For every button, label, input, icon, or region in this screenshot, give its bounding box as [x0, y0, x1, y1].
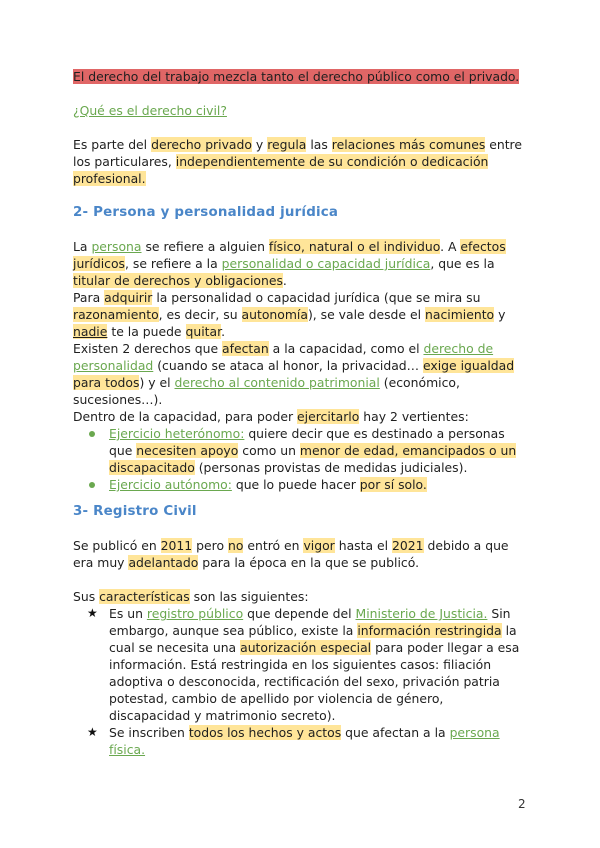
text-run: Es un [109, 606, 147, 621]
highlighted-text: regula [267, 137, 307, 152]
star-bullet-icon: ★ [87, 606, 98, 620]
highlighted-text: necesiten apoyo [136, 443, 239, 458]
text-run: hay 2 vertientes: [359, 409, 469, 424]
text-run: para la época en la que se publicó. [198, 555, 420, 570]
text-run: y [494, 307, 506, 322]
text-run: Es parte del [73, 137, 152, 152]
highlighted-text: ejercitarlo [297, 409, 360, 424]
text-link[interactable]: Ejercicio autónomo: [109, 477, 232, 492]
persona-paragraph-3 [73, 340, 525, 408]
text-link[interactable]: personalidad o capacidad jurídica [221, 256, 431, 271]
text-run: Sin embargo, aunque sea público, existe la [109, 606, 511, 638]
heading-registro: 3- Registro Civil [73, 504, 197, 519]
highlighted-text: independientemente de su condición o dedicación profesional. [73, 154, 489, 186]
text-run: a la capacidad, como el [268, 341, 424, 356]
text-run: que depende del [243, 606, 356, 621]
highlighted-text: nadie [73, 324, 108, 339]
highlighted-text: vigor [303, 538, 335, 553]
text-run: la cual se necesita una [109, 623, 517, 655]
star-bullet-icon: ★ [87, 725, 98, 739]
text-run: . [221, 324, 226, 339]
highlighted-text: por sí solo. [359, 477, 427, 492]
highlighted-text: físico, natural o el individuo [268, 239, 441, 254]
text-run: (personas provistas de medidas judiciales). [194, 460, 468, 475]
highlighted-text: relaciones más comunes [331, 137, 486, 152]
vertientes-list [73, 425, 525, 493]
text-run: las [306, 137, 332, 152]
highlighted-text: 2021 [392, 538, 424, 553]
persona-paragraph-1 [73, 238, 525, 289]
text-run: entre los particulares, [73, 137, 522, 169]
text-run: quiere decir que es destinado a personas que [109, 426, 505, 458]
text-link[interactable]: derecho de personalidad [73, 341, 494, 373]
text-link[interactable]: Ejercicio heterónomo: [109, 426, 245, 441]
question-civil-link[interactable]: ¿Qué es el derecho civil? [73, 103, 227, 118]
text-run: y [251, 137, 268, 152]
persona-paragraph-2 [73, 289, 525, 340]
caracteristicas-list [73, 605, 525, 758]
text-run: hasta el [334, 538, 393, 553]
text-run: , se refiere a la [125, 256, 222, 271]
text-run: Se publicó en [73, 538, 161, 553]
text-run: Existen 2 derechos que [73, 341, 223, 356]
persona-paragraph-4 [73, 408, 525, 425]
registro-paragraph-2 [73, 588, 525, 605]
highlighted-text: 2011 [160, 538, 193, 553]
highlighted-text: titular de derechos y obligaciones [73, 273, 283, 288]
intro-highlight: El derecho del trabajo mezcla tanto el derecho público como el privado. [73, 69, 520, 84]
intro-line [73, 68, 525, 85]
text-run: para poder llegar a esa información. Está restringida en los siguientes casos: filiación adoptiva o desconocida, rectificación del sexo, privación patria potestad, cambio de apellido por violencia de género, discapacidad y matrimonio secreto). [109, 640, 520, 723]
highlighted-text: exige igualdad para todos [73, 358, 515, 390]
highlighted-text: afectan [222, 341, 269, 356]
text-link[interactable]: derecho al contenido patrimonial [174, 375, 380, 390]
highlighted-text: no [227, 538, 244, 553]
list-item [73, 605, 525, 724]
text-run: entró en [243, 538, 304, 553]
text-run: son las siguientes: [189, 589, 309, 604]
document-page [73, 68, 525, 758]
highlighted-text: quitar [185, 324, 222, 339]
highlighted-text: efectos jurídicos [73, 239, 506, 271]
highlighted-text: nacimiento [425, 307, 495, 322]
text-run: que afectan a la [341, 725, 450, 740]
text-link[interactable]: persona física. [109, 725, 500, 757]
list-item [73, 724, 525, 758]
text-run: pero [192, 538, 228, 553]
text-run: La [73, 239, 92, 254]
bullet-dot-icon [89, 431, 95, 437]
text-run: , es decir, su [158, 307, 242, 322]
text-run: te la puede [107, 324, 186, 339]
text-run: la personalidad o capacidad jurídica (que se mira su [152, 290, 481, 305]
text-run: como un [238, 443, 300, 458]
text-run: Dentro de la capacidad, para poder [73, 409, 297, 424]
text-run: ), se vale desde el [307, 307, 425, 322]
list-item [73, 425, 525, 476]
text-run: . [282, 273, 287, 288]
page-number: 2 [518, 797, 526, 811]
heading-persona: 2- Persona y personalidad jurídica [73, 205, 339, 220]
highlighted-text: todos los hechos y actos [188, 725, 342, 740]
highlighted-text: derecho privado [151, 137, 252, 152]
highlighted-text: menor de edad, emancipados o un discapacitado [109, 443, 517, 475]
text-run: ) y el [139, 375, 175, 390]
text-run: Se inscriben [109, 725, 189, 740]
text-link[interactable]: registro público [146, 606, 244, 621]
list-item [73, 476, 525, 493]
highlighted-text: información restringida [357, 623, 502, 638]
text-run: debido a que era muy [73, 538, 509, 570]
text-run: que lo puede hacer [231, 477, 360, 492]
text-run: Sus [73, 589, 100, 604]
civil-definition [73, 136, 525, 187]
text-run: , que es la [430, 256, 495, 271]
text-run: (cuando se ataca al honor, la privacidad… [153, 358, 423, 373]
text-run: (económico, sucesiones…). [73, 375, 460, 407]
highlighted-text: adelantado [128, 555, 199, 570]
bullet-dot-icon [89, 482, 95, 488]
text-run: Para [73, 290, 105, 305]
text-run: . A [440, 239, 461, 254]
text-link[interactable]: Ministerio de Justicia. [355, 606, 488, 621]
text-link[interactable]: persona [91, 239, 142, 254]
highlighted-text: autorización especial [240, 640, 372, 655]
highlighted-text: características [99, 589, 190, 604]
highlighted-text: adquirir [104, 290, 153, 305]
registro-paragraph-1 [73, 537, 525, 571]
highlighted-text: autonomía [241, 307, 308, 322]
highlighted-text: razonamiento [73, 307, 159, 322]
text-run: se refiere a alguien [141, 239, 269, 254]
